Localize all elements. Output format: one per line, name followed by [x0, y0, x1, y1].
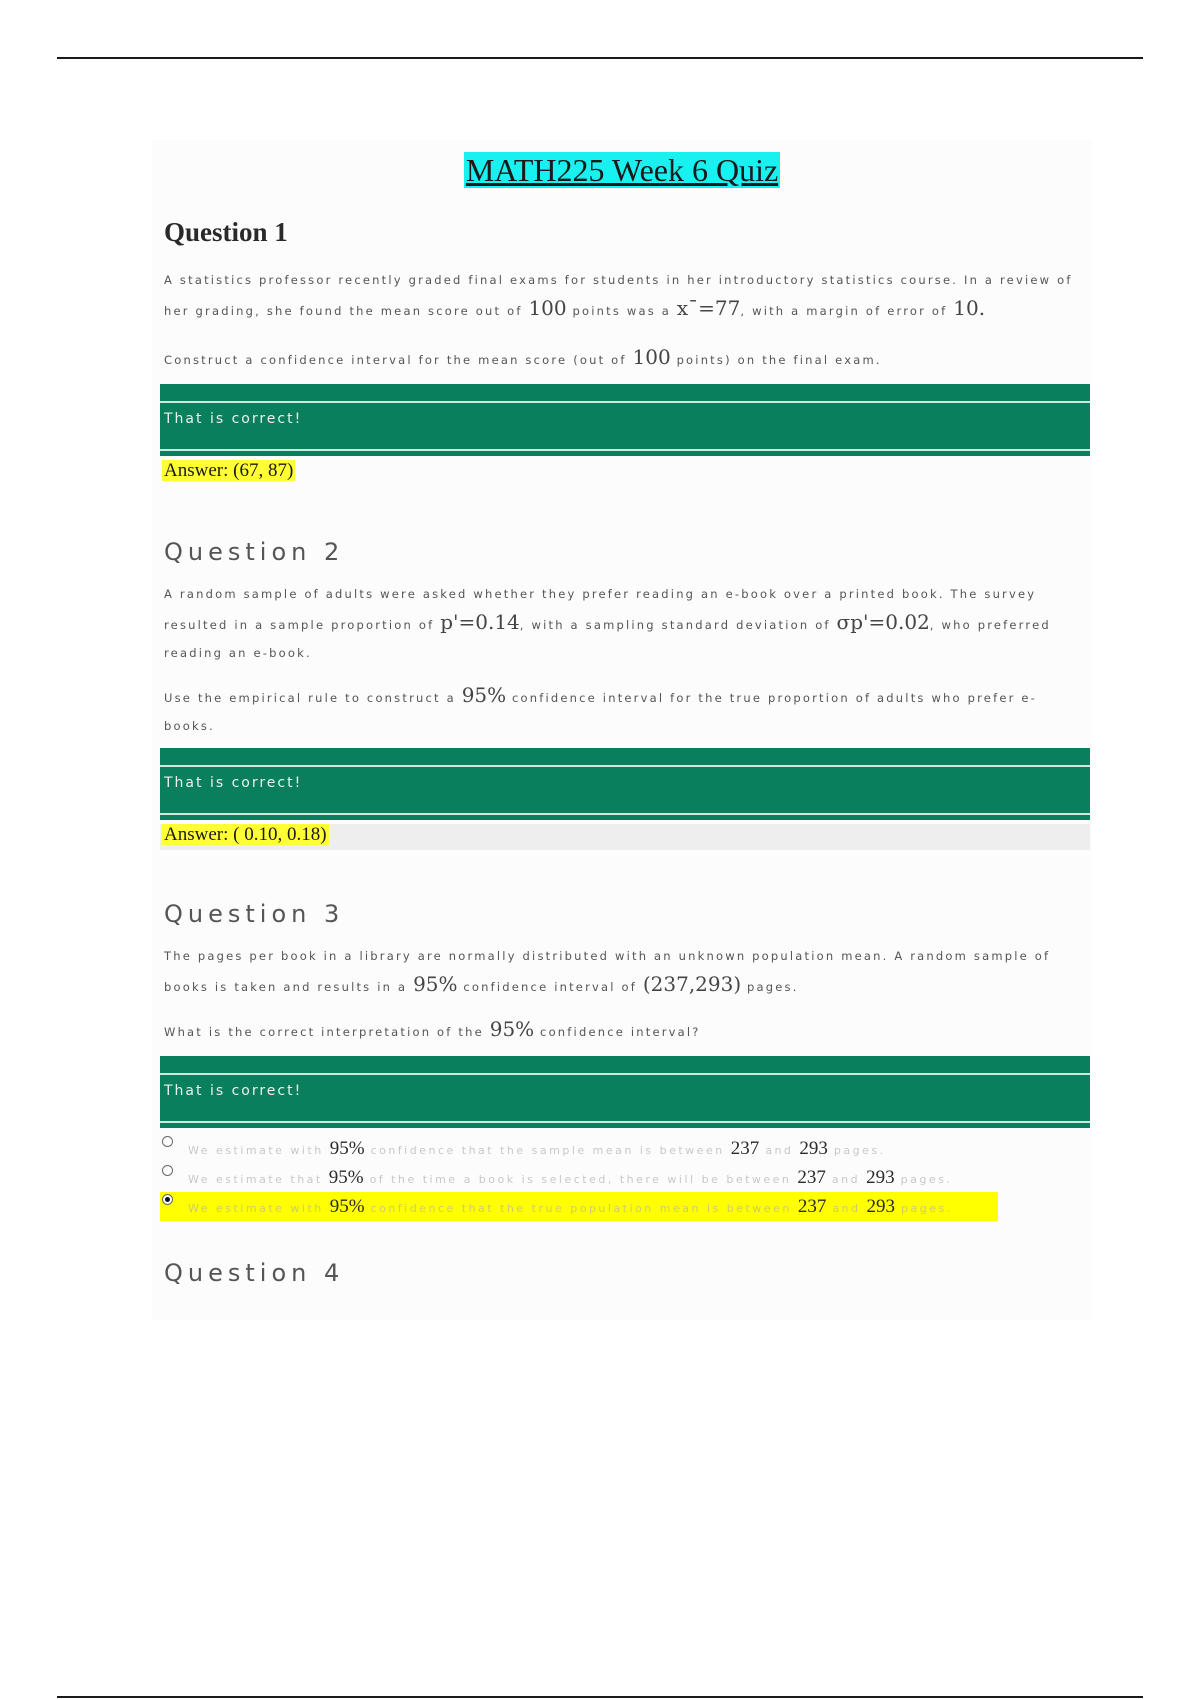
radio-dot-icon — [165, 1197, 170, 1202]
option-2-pct: 95% — [328, 1167, 364, 1188]
question-3-prompt — [164, 942, 1080, 1001]
q1-value-100: 100 — [528, 296, 567, 320]
question-2-answer-row — [160, 824, 1090, 850]
option-2-text — [188, 1167, 952, 1189]
option-2-part-c: pages. — [900, 1173, 953, 1186]
q1-text-d: Construct a confidence interval for the mean score (out of — [164, 353, 627, 367]
q2-feedback-text: That is correct! — [164, 775, 303, 791]
q3-value-interval: (237,293) — [642, 972, 742, 996]
q1-value-100b: 100 — [632, 345, 671, 369]
q2-text-b: , with a sampling standard deviation of — [519, 618, 831, 632]
q3-text-a: The pages per book in a library are normally distributed with an unknown population mean. A random sample of books is taken and results in a — [164, 949, 1051, 994]
q2-value-sigma: σp'=0.02 — [836, 610, 930, 634]
option-3-part-a: We estimate with — [188, 1202, 324, 1215]
option-3-part-b: confidence that the true population mean is between — [370, 1202, 792, 1215]
question-1-answer: Answer: (67, 87) — [164, 460, 294, 481]
q2-value-phat: p'=0.14 — [440, 610, 520, 634]
title-wrap — [152, 152, 1092, 189]
option-1-and: and — [765, 1144, 794, 1157]
option-3-and: and — [832, 1202, 861, 1215]
option-1-n2: 293 — [799, 1138, 828, 1159]
question-1-prompt — [164, 266, 1080, 325]
question-1-heading: Question 1 — [164, 217, 288, 247]
option-1-part-a: We estimate with — [188, 1144, 324, 1157]
top-rule — [57, 57, 1143, 59]
question-2-heading: Question 2 — [164, 538, 345, 566]
option-2-n1: 237 — [797, 1167, 826, 1188]
option-3-text — [188, 1196, 953, 1218]
bottom-rule — [57, 1696, 1143, 1698]
q1-value-xbar: x¯=77 — [676, 296, 741, 320]
q3-text-d: What is the correct interpretation of the — [164, 1025, 484, 1039]
q2-text-a: A random sample of adults were asked whether they prefer reading an e-book over a printed book. The survey resulted in a sample proportion of — [164, 587, 1037, 632]
q2-text-d: Use the empirical rule to construct a — [164, 691, 456, 705]
q1-feedback-text: That is correct! — [164, 411, 303, 427]
question-3-option-2[interactable] — [160, 1163, 1092, 1192]
option-1-part-c: pages. — [833, 1144, 886, 1157]
q1-text-a: A statistics professor recently graded final exams for students in her introductory statistics course. In a review of her grading, she found the mean score out of — [164, 273, 1073, 318]
option-3-n2: 293 — [866, 1196, 896, 1217]
question-2-answer: Answer: ( 0.10, 0.18) — [164, 824, 327, 845]
question-3-heading: Question 3 — [164, 900, 345, 928]
question-2-instruction — [164, 681, 1080, 740]
option-3-pct: 95% — [329, 1196, 365, 1217]
radio-button[interactable] — [162, 1136, 173, 1147]
option-1-n1: 237 — [730, 1138, 760, 1159]
question-3-option-1[interactable] — [160, 1134, 1092, 1163]
q2-text-c: , who preferred reading an e-book. — [164, 618, 1051, 660]
q2-text-e: confidence interval for the true proportion of adults who prefer e-books. — [164, 691, 1038, 733]
question-4-heading: Question 4 — [164, 1259, 345, 1287]
quiz-title: MATH225 Week 6 Quiz — [465, 152, 779, 188]
option-2-and: and — [831, 1173, 861, 1186]
q1-text-e: points) on the final exam. — [676, 353, 882, 367]
q3-value-pct-2: 95% — [489, 1017, 535, 1041]
question-2-feedback — [160, 748, 1090, 820]
option-3-part-c: pages. — [901, 1202, 953, 1215]
q1-text-b: points was a — [572, 304, 672, 318]
question-3-instruction — [164, 1015, 1080, 1046]
option-2-part-a: We estimate that — [188, 1173, 323, 1186]
option-1-pct: 95% — [329, 1138, 365, 1159]
option-1-part-b: confidence that the sample mean is between — [370, 1144, 725, 1157]
question-1-instruction — [164, 343, 1080, 374]
option-3-n1: 237 — [797, 1196, 827, 1217]
option-2-n2: 293 — [866, 1167, 895, 1188]
option-1-text — [188, 1138, 886, 1160]
q3-text-c: pages. — [747, 980, 799, 994]
question-1-feedback — [160, 384, 1090, 456]
question-3-feedback — [160, 1056, 1090, 1128]
question-2-prompt — [164, 580, 1080, 667]
q3-value-pct: 95% — [413, 972, 458, 996]
question-3-option-3-selected[interactable] — [160, 1192, 998, 1221]
q3-text-e: confidence interval? — [540, 1025, 701, 1039]
q3-text-b: confidence interval of — [463, 980, 637, 994]
q1-text-c: , with a margin of error of — [740, 304, 948, 318]
option-2-part-b: of the time a book is selected, there will be between — [369, 1173, 792, 1186]
q3-feedback-text: That is correct! — [164, 1083, 303, 1099]
q2-value-pct: 95% — [461, 683, 507, 707]
quiz-document — [152, 140, 1092, 1320]
q1-value-margin: 10. — [953, 296, 986, 320]
radio-button[interactable] — [162, 1165, 173, 1176]
radio-button-checked[interactable] — [162, 1194, 173, 1205]
question-1-answer-row — [162, 460, 1092, 486]
